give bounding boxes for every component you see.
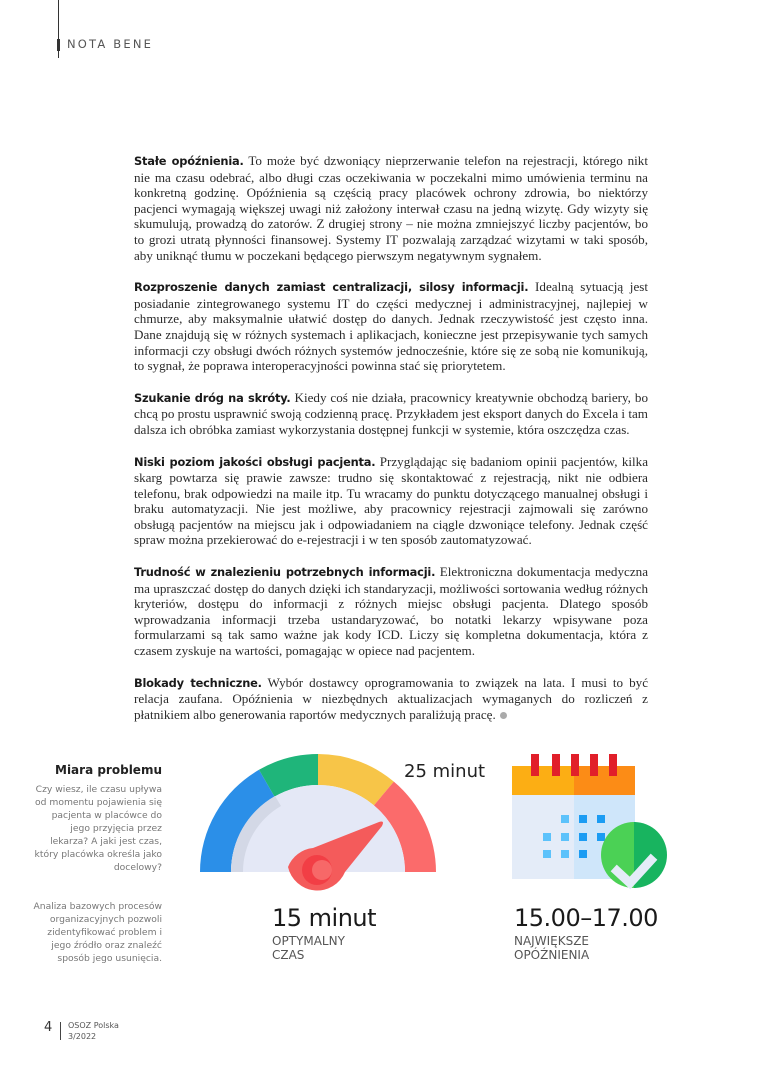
paragraph-trudnosc [134, 564, 648, 659]
paragraph-text: To może być dzwoniący nieprzerwanie telefon na rejestracji, którego nikt nie ma czasu odebrać, albo długi czas oczekiwania w poczekalni mimo umówienia terminu na konkretną godzinę. Opóźnienia są częścią pracy placówek ochrony zdrowia, bo niektórzy pacjenci wymagają większej uwagi niż założony interwał czasu na jedną wizytę. Gdy wizyty się skumulują, prowadzą do zatorów. Z drugiej strony – nie można zmniejszyć liczby pacjentów, bo to grozi utratą płynności finansowej. Systemy IT pozwalają zarządzać wizytami w taki sposób, aby uniknąć tłumu w poczekani będącego pierwszym negatywnym sygnałem. [134, 153, 648, 263]
gauge-value-label: 25 minut [404, 761, 486, 782]
paragraph-text: Kiedy coś nie działa, pracownicy kreatywnie obchodzą bariery, bo chcą po prostu usprawnić swoją codzienną pracę. Przykładem jest eksport danych do Excela i tam dalsza ich obróbka zamiast wykorzystania dostępnej funkcji w systemie, która oszczędza czas. [134, 389, 648, 437]
page-number: 4 [44, 1020, 53, 1035]
stat-caption [272, 934, 376, 962]
paragraph-text: Elektroniczna dokumentacja medyczna ma upraszczać dostęp do danych dzięki ich standaryzacji, możliwości sortowania według różnych kryteriów, dostępu do informacji z różnych miejsc obsługi pacjenta. Dlatego sposób wprowadzania informacji trzeba ustandaryzować, bo notatki lekarzy wpisywane poza formularzami są tak samo ważne jak kody ICD. Liczy się kompletna dokumentacja, która z czasem zyskuje na wartości, pomagając w opiece nad pacjentem. [134, 564, 648, 659]
paragraph-blokady [134, 675, 648, 723]
article-body [134, 153, 648, 738]
paragraph-lead: Niski poziom jakości obsługi pacjenta. [134, 454, 376, 469]
sidebar-title: Miara problemu [55, 763, 162, 777]
stat-caption [514, 934, 658, 962]
paragraph-lead: Stałe opóźnienia. [134, 154, 244, 168]
paragraph-text: Idealną sytuacją jest posiadanie zintegrowanego systemu IT do części medycznej i administracyjnej, najlepiej w chmurze, aby maksymalnie ułatwić dostęp do danych. Jednak rzeczywistość jest często inna. Dane znajdują się w różnych systemach i aplikacjach, konieczne jest przepisywanie tych samych informacji czy obsługi dwóch różnych systemów jednocześnie, które się ze sobą nie komunikują, to sygnał, że poprawa interoperacyjności powinna stać się priorytetem. [134, 279, 648, 374]
sidebar-analysis: Analiza bazowych procesów organizacyjnych pozwoli zidentyfikować problem i jego źródło oraz znaleźć sposób jego usunięcia. [33, 901, 162, 964]
publication-name: OSOZ Polska [68, 1021, 119, 1030]
header-marker [57, 39, 60, 51]
stat-caption-line: OPÓŹNIENIA [514, 948, 590, 962]
paragraph-rozproszenie-danych [134, 279, 648, 374]
section-label: NOTA BENE [67, 37, 154, 51]
stat-peak-delays [514, 904, 658, 962]
paragraph-niski-poziom [134, 454, 648, 549]
paragraph-text: Wybór dostawcy oprogramowania to związek na lata. I musi to być relacja zaufana. Opóźnienia w niezbędnych aktualizacjach wymaganych do rozliczeń z płatnikiem albo generowania raportów medycznych paraliżują pracę. [134, 674, 649, 722]
paragraph-lead: Rozproszenie danych zamiast centralizacji, silosy informacji. [134, 280, 529, 295]
publication-issue: 3/2022 [68, 1032, 97, 1041]
paragraph-szukanie-drog [134, 390, 648, 438]
stat-caption-line: CZAS [272, 948, 305, 962]
stat-value: 15 minut [272, 904, 377, 932]
check-badge [601, 822, 667, 888]
paragraph-lead: Blokady techniczne. [134, 675, 262, 690]
stat-caption-line: OPTYMALNY [272, 934, 345, 948]
publication-info [68, 1020, 119, 1042]
paragraph-lead: Trudność w znalezieniu potrzebnych informacji. [134, 565, 436, 580]
calendar-check-icon [510, 750, 670, 900]
footer-separator [60, 1022, 61, 1040]
end-of-article-dot [500, 712, 507, 719]
sidebar-box [30, 763, 162, 965]
paragraph-text: Przyglądając się badaniom opinii pacjentów, kilka skarg powtarza się prawie zawsze: trudno się skontaktować z rejestracją, nikt nie odbiera telefonu, brak odpowiedzi na maile itp. Tu wracamy do punktu dotyczącego manualnej obsługi i braku automatyzacji. Nie jest możliwe, aby pracownicy rejestracji zajmowali się zarówno obsługą pacjentów na miejscu jak i odpowiadaniem na ciągle dzwoniące telefony. Jednak część spraw można przekierować do e-rejestracji i w ten sposób zautomatyzować. [134, 453, 649, 548]
stat-optimal-time [272, 904, 376, 962]
stat-value: 15.00–17.00 [514, 904, 658, 932]
paragraph-stale-opoznienia [134, 153, 648, 263]
sidebar-question: Czy wiesz, ile czasu upływa od momentu pojawienia się pacjenta w placówce do jego przyjęcia przez lekarza? A jaki jest czas, który placówka określa jako docelowy? [34, 784, 162, 873]
paragraph-lead: Szukanie dróg na skróty. [134, 390, 291, 405]
stat-caption-line: NAJWIĘKSZE [514, 934, 589, 948]
